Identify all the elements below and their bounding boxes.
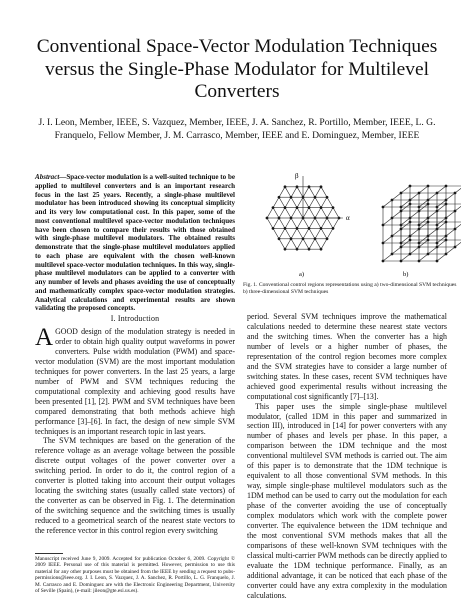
cube-state-dot	[400, 210, 402, 212]
state-vector-dot	[314, 238, 316, 240]
cube-edge	[437, 236, 446, 243]
figure-label-b: b)	[403, 271, 409, 278]
state-vector-dot	[302, 238, 304, 240]
state-vector-dot	[296, 186, 298, 188]
intro-paragraph-1	[35, 324, 235, 436]
cube-edge	[419, 236, 428, 243]
cube-state-dot	[382, 206, 384, 208]
lattice-edge	[285, 228, 291, 238]
lattice-edge	[315, 208, 321, 218]
figure-1	[243, 166, 461, 280]
state-vector-dot	[326, 196, 328, 198]
cube-state-dot	[436, 192, 438, 194]
cube-edge	[401, 240, 410, 247]
cube-edge	[437, 240, 446, 247]
lattice-edge	[297, 187, 303, 197]
footnote: Manuscript received June 9, 2009. Accepted for publication October 6, 2009. Copyright © 2009 IEEE. Personal use of this material is permitted. However, permission to use this material for any other purposes must be obtained from the IEEE by sending a request to pubs-permissions@ieee.org. J. I. Leon, S. Vazquez, J. A. Sanchez, R. Portillo, L. G. Franquelo, J. M. Carrasco and E. Dominguez are with the Electronic Engineering Department, University of Seville (Spain), (e-mail: jileon@gte.esi.us.es).	[35, 556, 235, 595]
drop-cap: A	[35, 324, 54, 351]
lattice-edge	[279, 208, 285, 218]
lattice-edge	[291, 197, 297, 207]
state-vector-dot	[284, 186, 286, 188]
lattice-edge	[297, 228, 303, 238]
cube-edge	[401, 186, 410, 193]
cube-edge	[446, 229, 455, 236]
right-column	[247, 312, 447, 601]
cube-state-dot	[418, 260, 420, 262]
state-vector-dot	[308, 248, 310, 250]
cube-control-region	[382, 185, 461, 262]
cube-state-dot	[427, 221, 429, 223]
state-vector-dot	[332, 227, 334, 229]
cube-edge	[419, 204, 428, 211]
state-vector-dot	[290, 238, 292, 240]
cube-state-dot	[427, 185, 429, 187]
intro-column	[35, 324, 235, 536]
cube-edge	[419, 218, 428, 225]
state-vector-dot	[278, 196, 280, 198]
beta-axis-label: β	[295, 172, 299, 180]
state-vector-dot	[272, 227, 274, 229]
lattice-edge	[321, 239, 327, 249]
cube-edge	[437, 218, 446, 225]
cube-edge	[401, 218, 410, 225]
cube-state-dot	[409, 185, 411, 187]
lattice-edge	[315, 218, 321, 228]
cube-edge	[437, 200, 446, 207]
lattice-edge	[321, 228, 327, 238]
cube-state-dot	[445, 253, 447, 255]
lattice-edge	[321, 187, 327, 197]
cube-state-dot	[436, 260, 438, 262]
cube-edge	[410, 211, 419, 218]
state-vector-dot	[320, 186, 322, 188]
footnote-rule	[35, 553, 63, 554]
lattice-edge	[291, 228, 297, 238]
lattice-edge	[285, 239, 291, 249]
state-vector-dot	[326, 238, 328, 240]
cube-edge	[419, 200, 428, 207]
state-vector-dot	[278, 238, 280, 240]
cube-edge	[410, 247, 419, 254]
state-vector-dot	[320, 227, 322, 229]
cube-edge	[383, 236, 392, 243]
lattice-edge	[303, 187, 309, 197]
state-vector-dot	[296, 248, 298, 250]
lattice-edge	[285, 187, 291, 197]
lattice-edge	[297, 197, 303, 207]
lattice-edge	[303, 218, 309, 228]
right-paragraph-1: period. Several SVM techniques improve the mathematical calculations needed to determine these nearest state vectors and the switching times. When the converter has a high number of levels or a higher number of phases, the representation of the control region becomes more complex and the SVM strategies have to consider a large number of switching states. In these cases, recent SVM techniques have achieved good experimental results without increasing the computational cost significantly [7]–[13].	[247, 312, 447, 401]
right-paragraph-2: This paper uses the simple single-phase multilevel modulator, (called 1DM in this paper and summarized in section III), introduced in [14] for power converters with any number of phases and levels per phase. In this paper, a comparison between the 1DM technique and the most conventional multilevel SVM methods is carried out. The aim of this paper is to demonstrate that the 1DM technique is equivalent to all those conventional SVM methods. In this way, simple single-phase multilevel modulators such as the 1DM method can be used to carry out the modulation for each phase of the converter avoiding the use of conceptually complex modulators which work with the complete power converter. The equivalence between the 1DM technique and the most conventional SVM methods makes that all the comparisons of these well-known SVM techniques with the classical multi-carrier PWM methods can be directly applied to evaluate the 1DM technique performance. Finally, as an additional advantage, it can be noticed that each phase of the converter could have any extra complexity in the modulation calculations.	[247, 401, 447, 600]
cube-edge	[437, 254, 446, 261]
lattice-edge	[285, 208, 291, 218]
cube-state-dot	[409, 253, 411, 255]
state-vector-dot	[266, 217, 268, 219]
lattice-edge	[279, 218, 285, 228]
lattice-edge	[303, 239, 309, 249]
lattice-edge	[303, 228, 309, 238]
lattice-edge	[327, 197, 333, 207]
lattice-edge	[303, 197, 309, 207]
cube-state-dot	[391, 235, 393, 237]
cube-edge	[401, 222, 410, 229]
lattice-edge	[327, 208, 333, 218]
cube-edge	[419, 240, 428, 247]
cube-edge	[446, 211, 455, 218]
cube-edge	[392, 229, 401, 236]
state-vector-dot	[332, 207, 334, 209]
state-vector-dot	[308, 227, 310, 229]
cube-edge	[437, 186, 446, 193]
lattice-edge	[273, 208, 279, 218]
cube-edge	[392, 247, 401, 254]
lattice-edge	[297, 239, 303, 249]
cube-state-dot	[436, 246, 438, 248]
cube-edge	[410, 193, 419, 200]
cube-edge	[401, 236, 410, 243]
lattice-edge	[279, 197, 285, 207]
cube-edge	[383, 200, 392, 207]
cube-state-dot	[400, 228, 402, 230]
cube-edge	[428, 193, 437, 200]
cube-state-dot	[454, 192, 456, 194]
state-vector-dot	[290, 196, 292, 198]
lattice-edge	[267, 218, 273, 228]
lattice-edge	[309, 239, 315, 249]
cube-state-dot	[445, 185, 447, 187]
lattice-edge	[285, 197, 291, 207]
lattice-edge	[327, 228, 333, 238]
cube-edge	[437, 204, 446, 211]
lattice-edge	[315, 239, 321, 249]
cube-state-dot	[391, 217, 393, 219]
lattice-edge	[327, 218, 333, 228]
lattice-edge	[273, 228, 279, 238]
author-list: J. I. Leon, Member, IEEE, S. Vazquez, Member, IEEE, J. A. Sanchez, R. Portillo, Member, IEEE, L. G. Franquelo, Fellow Member, J. M. Carrasco, Member, IEEE and E. Dominguez, Member, IEEE	[38, 117, 436, 141]
state-vector-dot	[308, 207, 310, 209]
cube-state-dot	[409, 203, 411, 205]
lattice-edge	[309, 197, 315, 207]
cube-state-dot	[454, 246, 456, 248]
cube-state-dot	[427, 253, 429, 255]
lattice-edge	[291, 208, 297, 218]
cube-edge	[401, 204, 410, 211]
figure-label-a: a)	[299, 271, 305, 278]
cube-state-dot	[391, 199, 393, 201]
lattice-edge	[279, 239, 285, 249]
cube-state-dot	[409, 221, 411, 223]
state-vector-dot	[272, 207, 274, 209]
lattice-edge	[273, 197, 279, 207]
lattice-edge	[291, 187, 297, 197]
lattice-edge	[315, 197, 321, 207]
state-vector-dot	[290, 217, 292, 219]
cube-edge	[446, 247, 455, 254]
cube-edge	[428, 229, 437, 236]
lattice-edge	[321, 218, 327, 228]
cube-state-dot	[436, 210, 438, 212]
state-vector-dot	[320, 248, 322, 250]
cube-state-dot	[418, 210, 420, 212]
cube-state-dot	[445, 221, 447, 223]
cube-edge	[392, 211, 401, 218]
lattice-edge	[315, 187, 321, 197]
section-heading: I. Introduction	[110, 314, 160, 323]
abstract-label: Abstract—	[35, 173, 67, 181]
cube-edge	[419, 254, 428, 261]
cube-state-dot	[427, 203, 429, 205]
cube-state-dot	[382, 260, 384, 262]
intro-paragraph-1-text: GOOD design of the modulation strategy is needed in order to obtain high quality output waveforms in power converters. Pulse width modulation (PWM) and space-vector modulation (SVM) are the most important modulation techniques for power converters. In the last 25 years, a large number of PWM and SVM techniques reducing the computational complexity and achieving good results have been presented [1], [2]. PWM and SVM techniques have been compared demonstrating that both methods achieve high performance [3]–[6]. In fact, the design of new simple SVM techniques is an important research topic in last years.	[35, 327, 235, 436]
lattice-edge	[273, 218, 279, 228]
lattice-edge	[291, 239, 297, 249]
alpha-axis-label: α	[346, 214, 350, 222]
cube-state-dot	[400, 246, 402, 248]
lattice-edge	[309, 228, 315, 238]
cube-state-dot	[445, 239, 447, 241]
state-vector-dot	[314, 196, 316, 198]
cube-state-dot	[382, 242, 384, 244]
cube-state-dot	[418, 228, 420, 230]
cube-state-dot	[454, 228, 456, 230]
cube-edge	[419, 222, 428, 229]
cube-edge	[401, 254, 410, 261]
state-vector-dot	[278, 217, 280, 219]
cube-edge	[383, 218, 392, 225]
cube-state-dot	[400, 192, 402, 194]
cube-state-dot	[409, 239, 411, 241]
lattice-edge	[321, 208, 327, 218]
cube-state-dot	[382, 224, 384, 226]
state-vector-dot	[284, 248, 286, 250]
state-vector-dot	[308, 186, 310, 188]
lattice-edge	[279, 228, 285, 238]
cube-edge	[419, 186, 428, 193]
paper-title: Conventional Space-Vector Modulation Techniques versus the Single-Phase Modulator for Multilevel Converters	[36, 36, 438, 102]
lattice-edge	[297, 218, 303, 228]
state-vector-dot	[284, 207, 286, 209]
abstract	[35, 173, 235, 313]
cube-state-dot	[427, 239, 429, 241]
lattice-edge	[279, 187, 285, 197]
state-vector-dot	[296, 227, 298, 229]
cube-edge	[428, 247, 437, 254]
cube-edge	[392, 193, 401, 200]
state-vector-dot	[284, 227, 286, 229]
lattice-edge	[303, 208, 309, 218]
intro-paragraph-2: The SVM techniques are based on the generation of the reference voltage as an average voltage between the possible discrete output voltages of the power converter over a switching period. In order to do it, the control region of a converter is plotted taking into account their output voltages locating the switching states (usually called state vectors) of the converter as can be observed in Fig. 1. The determination of the switching sequence and the switching times is usually reduced to a geometrical search of the nearest state vectors to the reference vector in this control region every switching	[35, 436, 235, 536]
lattice-edge	[267, 208, 273, 218]
lattice-edge	[291, 218, 297, 228]
lattice-edge	[309, 208, 315, 218]
cube-state-dot	[445, 203, 447, 205]
cube-state-dot	[418, 192, 420, 194]
lattice-edge	[333, 218, 339, 228]
lattice-edge	[309, 187, 315, 197]
lattice-edge	[297, 208, 303, 218]
cube-edge	[437, 222, 446, 229]
figure-caption: Fig. 1. Conventional control regions representations using a) two-dimensional SVM techniques b) three-dimensional SVM techniques	[243, 282, 457, 295]
cube-state-dot	[391, 253, 393, 255]
lattice-edge	[315, 228, 321, 238]
state-vector-dot	[296, 207, 298, 209]
cube-state-dot	[418, 246, 420, 248]
abstract-text: Space-vector modulation is a well-suited technique to be applied to multilevel converters and is an important research focus in the last 25 years. Recently, a single-phase multilevel modulator has been introduced showing its conceptual simplicity and its very low computational cost. In this paper, some of the most conventional multilevel space-vector modulation techniques have been chosen to compare their results with those obtained with single-phase multilevel modulators. The obtained results demonstrate that the single-phase multilevel modulators applied to each phase are equivalent with the chosen well-known multilevel space-vector modulation techniques. In this way, single-phase multilevel modulators can be applied to a converter with any number of levels and phases avoiding the use of conceptually and mathematically complex space-vector modulation strategies. Analytical calculations and experimental results are shown validating the proposed concepts.	[35, 173, 235, 313]
cube-edge	[428, 211, 437, 218]
cube-edge	[401, 200, 410, 207]
cube-state-dot	[400, 260, 402, 262]
lattice-edge	[333, 208, 339, 218]
state-vector-dot	[320, 207, 322, 209]
cube-edge	[383, 254, 392, 261]
lattice-edge	[285, 218, 291, 228]
lattice-edge	[309, 218, 315, 228]
cube-edge	[410, 229, 419, 236]
cube-state-dot	[436, 228, 438, 230]
lattice-edge	[321, 197, 327, 207]
figure-1-graphic	[243, 166, 461, 280]
cube-state-dot	[454, 210, 456, 212]
cube-edge	[446, 193, 455, 200]
